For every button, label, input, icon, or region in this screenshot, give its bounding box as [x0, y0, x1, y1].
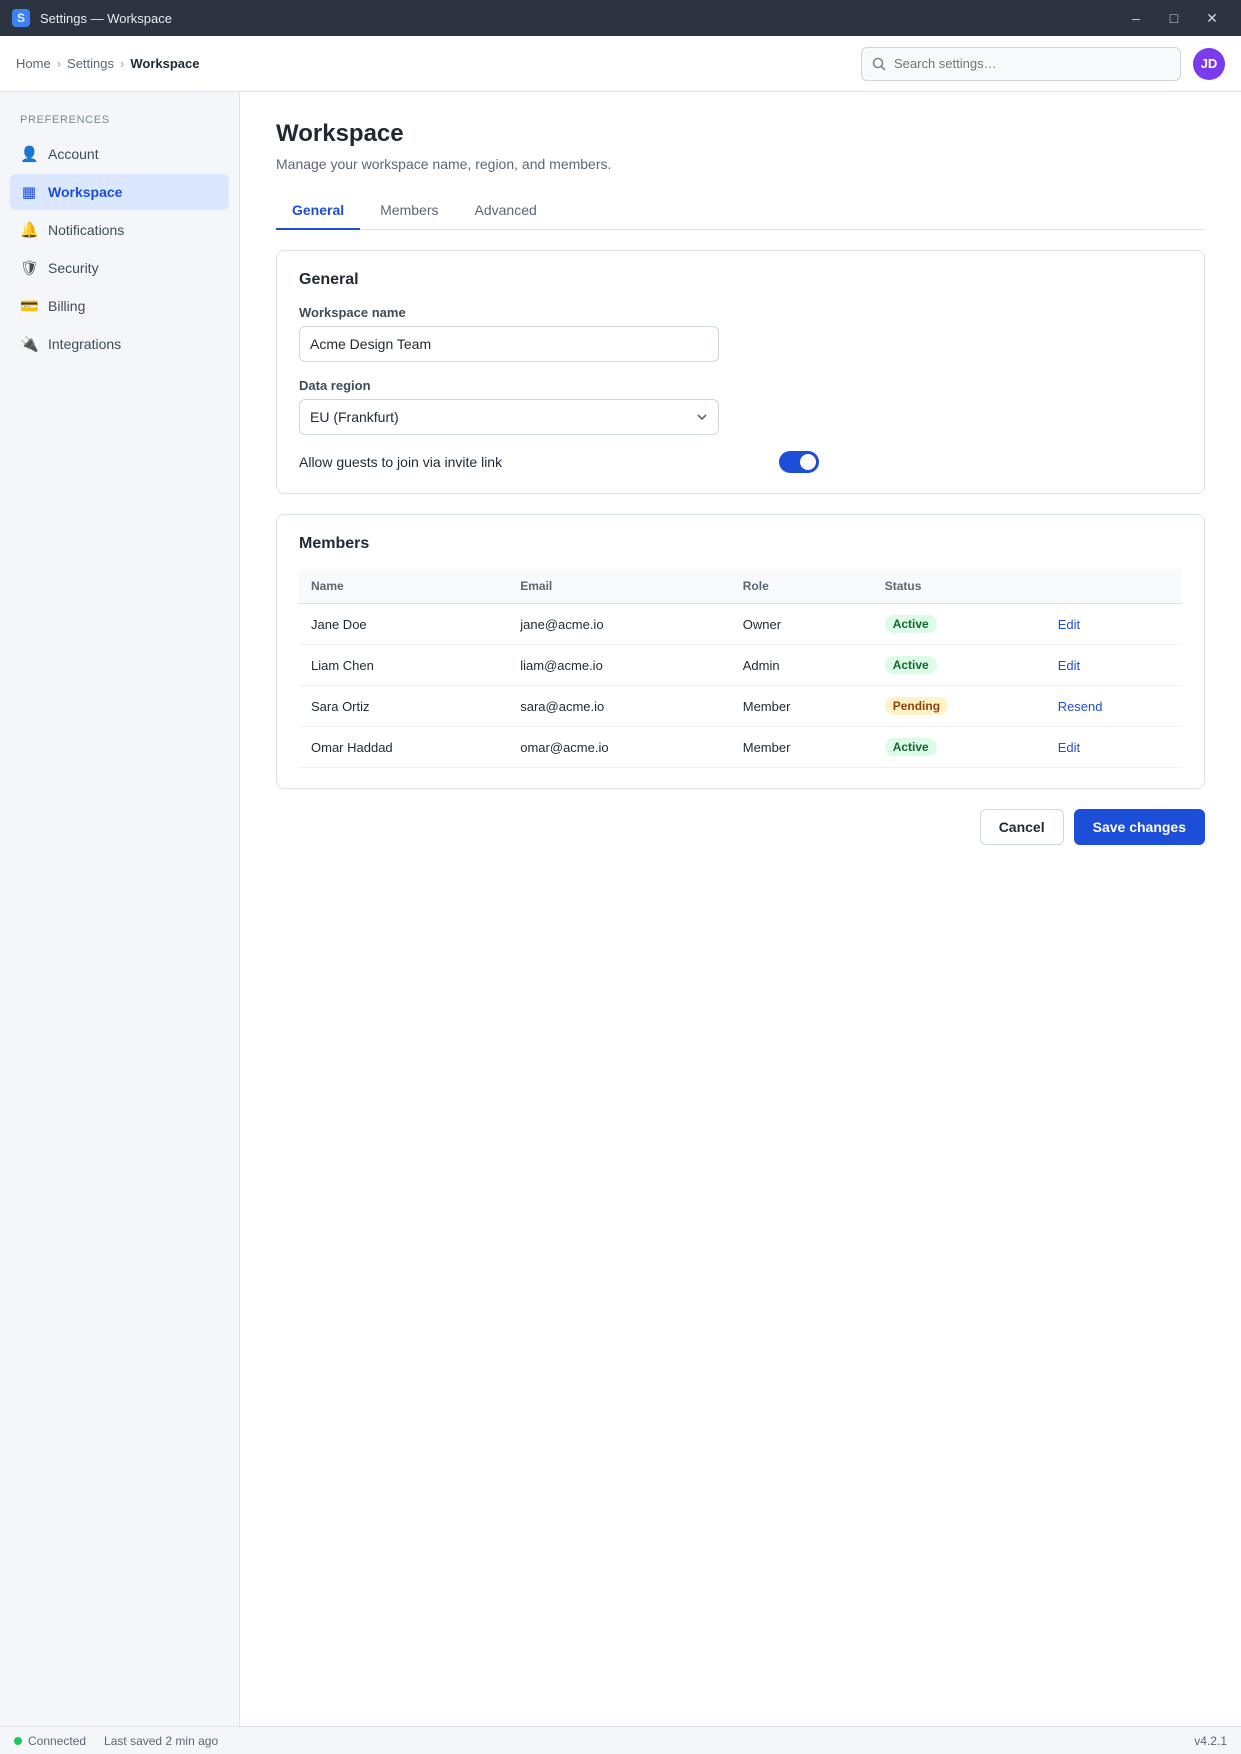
member-email: sara@acme.io	[508, 686, 730, 727]
row-action-link[interactable]: Edit	[1057, 616, 1081, 632]
member-actions	[1046, 645, 1182, 686]
member-status	[873, 727, 1046, 768]
sidebar-item-label: Security	[48, 260, 99, 276]
breadcrumb-item-settings[interactable]: Settings	[67, 56, 115, 71]
region-select-value: EU (Frankfurt)	[310, 409, 399, 425]
sidebar-item-label: Account	[48, 146, 99, 162]
status-dot-icon	[14, 1737, 22, 1745]
sidebar-heading: PREFERENCES	[20, 114, 110, 126]
workspace-name-field	[299, 305, 1182, 362]
field-label: Workspace name	[299, 305, 406, 320]
sidebar-item-workspace[interactable]	[10, 174, 229, 210]
member-email: omar@acme.io	[508, 727, 730, 768]
member-name: Sara Ortiz	[299, 686, 508, 727]
general-card	[276, 250, 1205, 494]
connection-status-label: Connected	[28, 1733, 87, 1748]
user-icon: 👤	[20, 146, 39, 163]
sidebar-item-label: Notifications	[48, 222, 125, 238]
row-action-link[interactable]: Resend	[1057, 698, 1103, 714]
connection-status	[14, 1734, 86, 1748]
member-name: Omar Haddad	[299, 727, 508, 768]
page-subtitle: Manage your workspace name, region, and members.	[276, 156, 612, 172]
breadcrumb	[16, 56, 200, 71]
member-name: Jane Doe	[299, 604, 508, 645]
column-header-role: Role	[731, 569, 873, 604]
card-title: Members	[299, 535, 370, 552]
search-input[interactable]	[894, 56, 1170, 71]
cancel-button[interactable]: Cancel	[980, 809, 1064, 845]
table-row	[299, 604, 1182, 645]
status-badge: Active	[885, 615, 937, 633]
region-select[interactable]	[299, 399, 719, 435]
breadcrumb-separator: ›	[56, 56, 62, 71]
member-actions	[1046, 727, 1182, 768]
column-header-email: Email	[508, 569, 730, 604]
title-bar	[0, 0, 1241, 36]
minimize-icon[interactable]: –	[1132, 10, 1140, 26]
member-status	[873, 686, 1046, 727]
row-action-link[interactable]: Edit	[1057, 739, 1081, 755]
breadcrumb-item-home[interactable]: Home	[16, 56, 51, 71]
card-title: General	[299, 271, 359, 288]
member-role: Member	[731, 686, 873, 727]
version-text: v4.2.1	[1194, 1733, 1227, 1748]
guest-invite-toggle[interactable]	[779, 451, 819, 473]
page-title: Workspace	[276, 120, 404, 147]
toolbar	[0, 36, 1241, 92]
status-bar	[0, 1726, 1241, 1754]
close-icon[interactable]: ✕	[1206, 9, 1218, 26]
breadcrumb-item-current: Workspace	[130, 56, 200, 71]
window-title: Settings — Workspace	[40, 10, 172, 26]
region-field	[299, 378, 1182, 435]
sidebar	[0, 92, 240, 1726]
breadcrumb-separator: ›	[120, 56, 125, 71]
member-role: Owner	[731, 604, 873, 645]
status-badge: Pending	[885, 697, 948, 715]
app-logo-icon: S	[12, 9, 30, 27]
bell-icon: 🔔	[20, 222, 39, 239]
member-name: Liam Chen	[299, 645, 508, 686]
sidebar-item-account[interactable]	[10, 136, 229, 172]
plug-icon: 🔌	[20, 336, 39, 353]
window-controls	[1119, 5, 1229, 31]
search-icon	[872, 57, 886, 71]
field-label: Data region	[299, 378, 371, 393]
member-email: liam@acme.io	[508, 645, 730, 686]
sidebar-item-billing[interactable]	[10, 288, 229, 324]
tab-advanced[interactable]: Advanced	[474, 202, 537, 218]
column-header-actions	[1046, 569, 1182, 604]
search-box[interactable]	[861, 47, 1181, 81]
status-badge: Active	[885, 656, 937, 674]
table-row	[299, 645, 1182, 686]
row-action-link[interactable]: Edit	[1057, 657, 1081, 673]
table-row	[299, 727, 1182, 768]
tab-members[interactable]: Members	[380, 202, 439, 218]
grid-icon: ▦	[21, 184, 37, 201]
member-actions	[1046, 686, 1182, 727]
member-status	[873, 645, 1046, 686]
sidebar-item-label: Workspace	[48, 184, 123, 200]
tab-bar	[276, 192, 1205, 230]
column-header-status: Status	[873, 569, 1046, 604]
card-icon: 💳	[20, 298, 39, 315]
column-header-name: Name	[299, 569, 508, 604]
avatar[interactable]: JD	[1193, 48, 1225, 80]
chevron-down-icon	[696, 411, 708, 423]
sidebar-item-integrations[interactable]	[10, 326, 229, 362]
sidebar-item-security[interactable]	[10, 250, 229, 286]
guest-invite-setting	[299, 451, 819, 473]
tab-general[interactable]: General	[276, 192, 360, 230]
sidebar-item-label: Integrations	[48, 336, 122, 352]
member-actions	[1046, 604, 1182, 645]
maximize-icon[interactable]: □	[1169, 10, 1179, 26]
members-table	[299, 569, 1182, 768]
main-content	[240, 92, 1241, 1726]
members-table-body	[299, 604, 1182, 768]
table-row	[299, 686, 1182, 727]
status-badge: Active	[885, 738, 937, 756]
table-header-row	[299, 569, 1182, 604]
members-card	[276, 514, 1205, 789]
sidebar-item-notifications[interactable]	[10, 212, 229, 248]
save-button[interactable]: Save changes	[1074, 809, 1205, 845]
shield-icon: 🛡	[20, 260, 40, 277]
workspace-name-input[interactable]	[299, 326, 719, 362]
form-actions	[276, 809, 1205, 845]
last-saved-text: Last saved 2 min ago	[104, 1733, 219, 1748]
toggle-label: Allow guests to join via invite link	[299, 454, 503, 470]
member-status	[873, 604, 1046, 645]
sidebar-item-label: Billing	[48, 298, 86, 314]
app-body	[0, 92, 1241, 1726]
member-role: Admin	[731, 645, 873, 686]
member-role: Member	[731, 727, 873, 768]
member-email: jane@acme.io	[508, 604, 730, 645]
